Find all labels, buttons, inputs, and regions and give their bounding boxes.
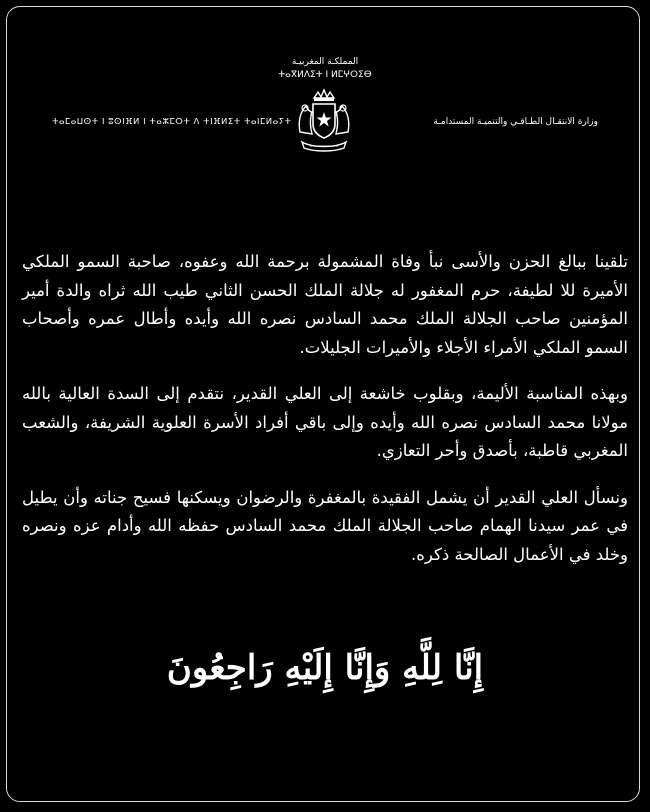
kingdom-title-tifinagh: ⵜⴰⴳⵍⴷⵉⵜ ⵏ ⵍⵎⵖⵔⵉⴱ (278, 70, 372, 80)
kingdom-title-arabic: المملكـة المغربيـة (291, 57, 359, 67)
ministry-name-tifinagh: ⵜⴰⵎⴰⵡⵙⵜ ⵏ ⵓⵙⵏⴼⵍ ⵏ ⵜⴰⵣⵎⵔⵜ ⴷ ⵜⵏⴼⵍⵉⵜ ⵜⴰⵏⵎⵍⴰⵢⵜ (52, 117, 292, 127)
ministry-name-arabic: وزارة الانتقـال الطـاقـي والتنميـة المستدامـة (433, 117, 598, 127)
paragraph-1: تلقينا ببالغ الحزن والأسى نبأ وفاة المشمولة برحمة الله وعفوه، صاحبة السمو الملكي الأميرة للا لطيفة، حرم المغفور له جلالة الملك الحسن الثاني طيب الله ثراه والدة أمير المؤمنين صاحب الجلالة الملك محمد السادس نصره الله وأيده وأطال عمره وأصحاب السمو الملكي الأمراء الأجلاء والأميرات الجليلات. (22, 252, 628, 357)
paragraph-3: ونسأل العلي القدير أن يشمل الفقيدة بالمغفرة والرضوان ويسكنها فسيح جناته وأن يطيل في عمر سيدنا الهمام صاحب الجلالة الملك محمد السادس حفظه الله وأدام عزه ونصره وخلد في الأعمال الصالحة ذكره. (22, 487, 628, 564)
paragraph-2: وبهذه المناسبة الأليمة، وبقلوب خاشعة إلى العلي القدير، نتقدم إلى السدة العالية بالله مولانا محمد السادس نصره الله وأيده وإلى باقي أفراد الأسرة العلوية الشريفة، والشعب المغربي قاطبة، بأصدق وأحر التعازي. (22, 384, 628, 460)
letterhead (0, 0, 650, 170)
condolence-message (22, 248, 628, 587)
quranic-calligraphy: إِنَّا لِلَّهِ وَإِنَّا إِلَيْهِ رَاجِعُونَ (166, 648, 484, 688)
kingdom-title (0, 56, 650, 82)
